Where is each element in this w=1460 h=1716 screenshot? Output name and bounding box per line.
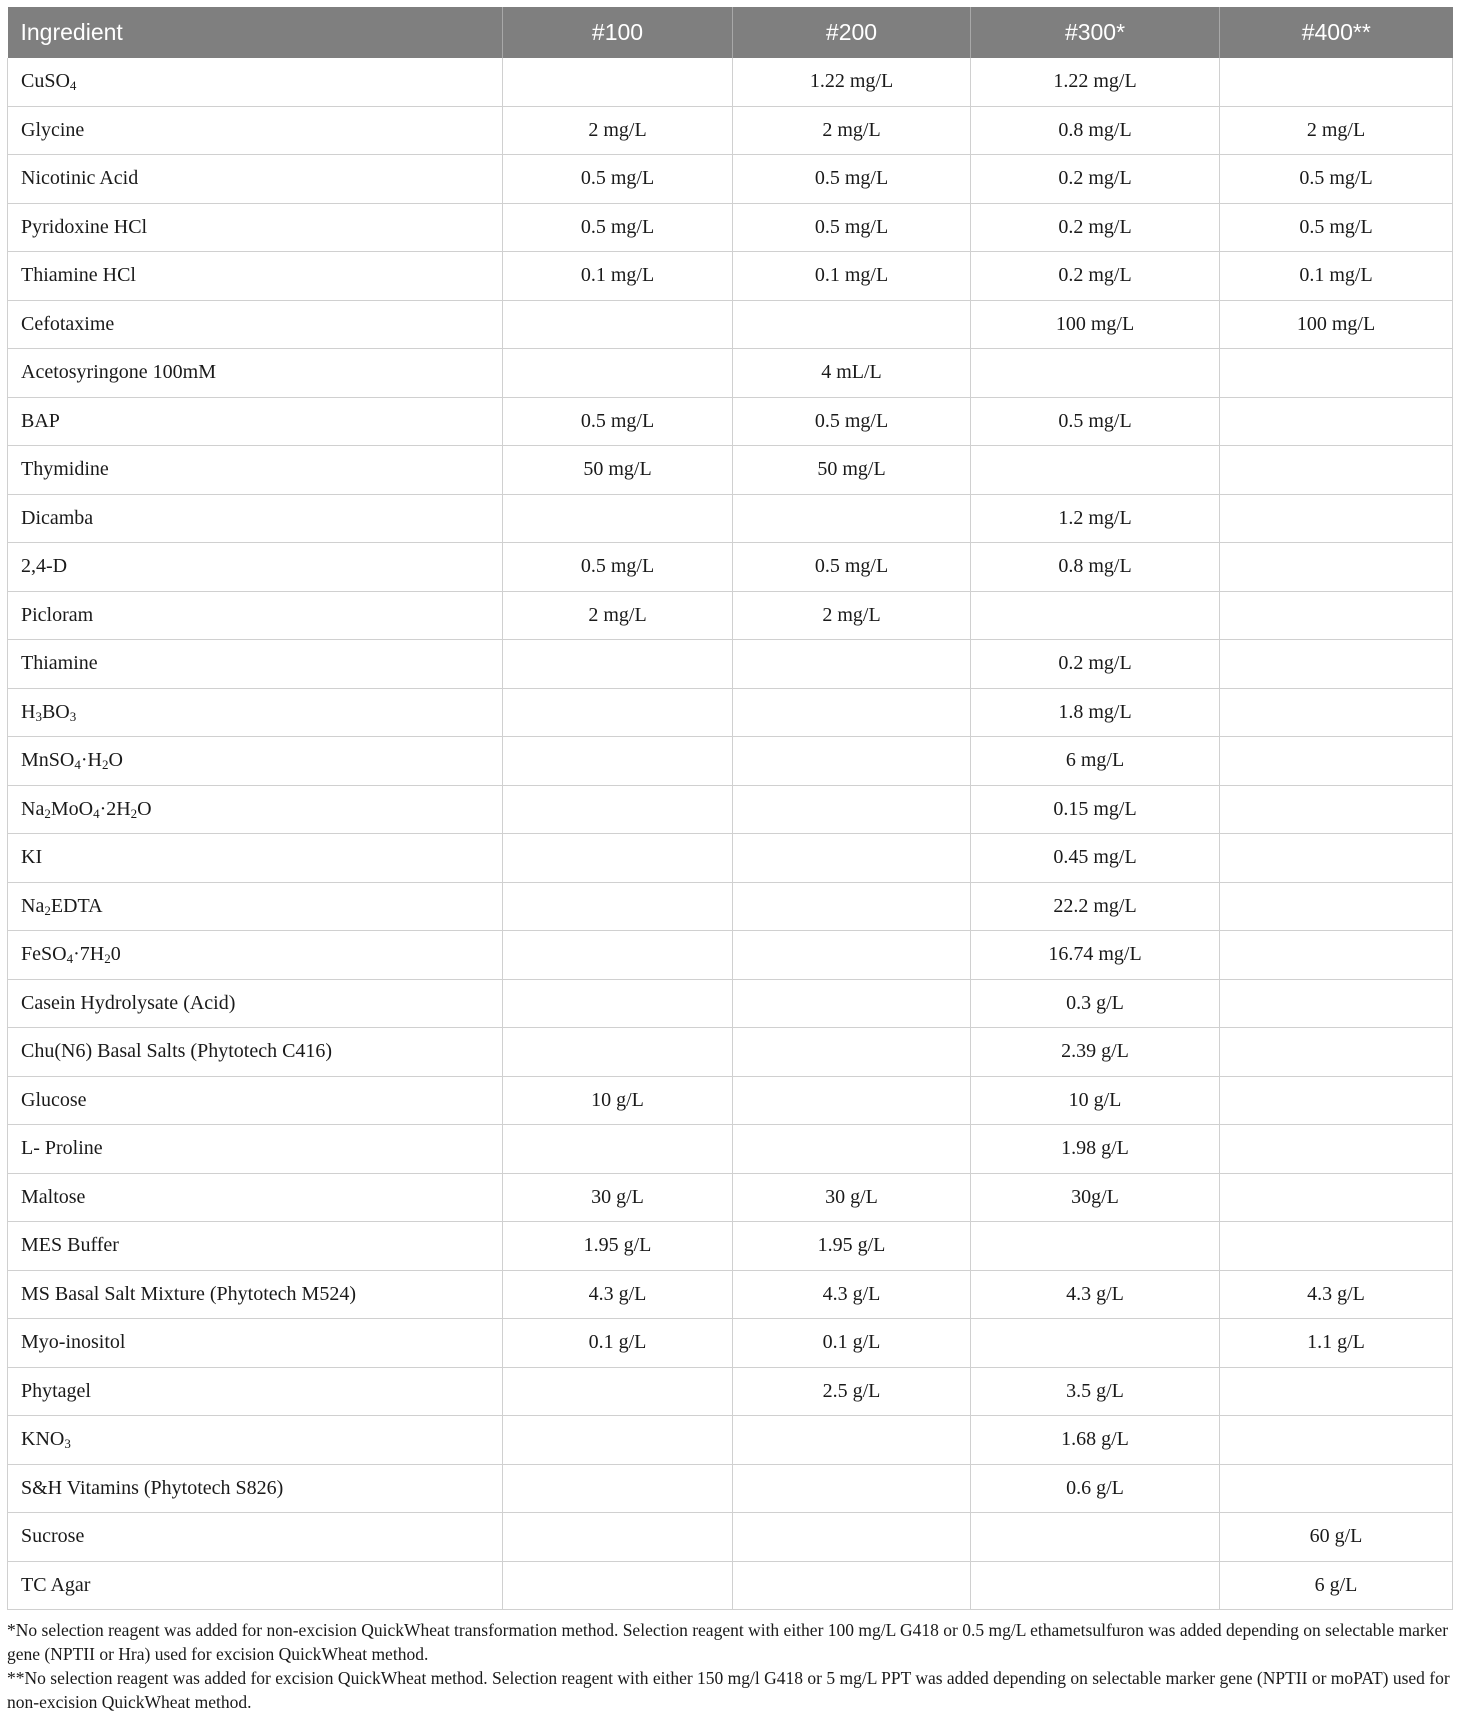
ingredient-cell: Thymidine [8, 446, 503, 495]
value-cell: 50 mg/L [503, 446, 733, 495]
ingredient-cell: S&H Vitamins (Phytotech S826) [8, 1464, 503, 1513]
ingredient-cell: Thiamine HCl [8, 252, 503, 301]
value-cell: 0.2 mg/L [971, 252, 1220, 301]
ingredient-cell: Pyridoxine HCl [8, 203, 503, 252]
ingredient-cell: $KNO_3$ [8, 1416, 503, 1465]
value-cell: 4.3 g/L [971, 1270, 1220, 1319]
value-cell [1220, 882, 1453, 931]
value-cell [503, 1367, 733, 1416]
value-cell [1220, 834, 1453, 883]
ingredient-cell: $MnSO_4\cdot H_2O$ [8, 737, 503, 786]
value-cell: 1.22 mg/L [971, 58, 1220, 106]
value-cell [733, 834, 971, 883]
value-cell [1220, 1125, 1453, 1174]
value-cell [1220, 640, 1453, 689]
value-cell: 30 g/L [733, 1173, 971, 1222]
value-cell: 1.95 g/L [733, 1222, 971, 1271]
value-cell: 30 g/L [503, 1173, 733, 1222]
table-row [8, 834, 1453, 883]
value-cell: 0.8 mg/L [971, 543, 1220, 592]
table-header [8, 7, 1453, 58]
table-row [8, 446, 1453, 495]
ingredient-cell: Cefotaxime [8, 300, 503, 349]
column-header-ingredient: Ingredient [8, 7, 503, 58]
value-cell [503, 1464, 733, 1513]
value-cell [733, 882, 971, 931]
value-cell [1220, 1173, 1453, 1222]
value-cell: 0.5 mg/L [733, 543, 971, 592]
value-cell [733, 737, 971, 786]
table-row [8, 1367, 1453, 1416]
table-row [8, 931, 1453, 980]
value-cell [733, 494, 971, 543]
value-cell: 2.5 g/L [733, 1367, 971, 1416]
value-cell [733, 785, 971, 834]
value-cell: 22.2 mg/L [971, 882, 1220, 931]
table-row [8, 1319, 1453, 1368]
ingredient-cell: Nicotinic Acid [8, 155, 503, 204]
value-cell: 0.1 mg/L [503, 252, 733, 301]
value-cell: 1.22 mg/L [733, 58, 971, 106]
value-cell [1220, 785, 1453, 834]
table-row [8, 1464, 1453, 1513]
value-cell [971, 1513, 1220, 1562]
table-row [8, 1076, 1453, 1125]
ingredient-cell: 2,4-D [8, 543, 503, 592]
value-cell [1220, 1076, 1453, 1125]
table-footnotes [7, 1618, 1452, 1714]
table-row [8, 1222, 1453, 1271]
value-cell [971, 349, 1220, 398]
table-row [8, 1125, 1453, 1174]
table-row [8, 640, 1453, 689]
value-cell [733, 688, 971, 737]
table-row [8, 737, 1453, 786]
value-cell [503, 979, 733, 1028]
ingredient-cell: Glucose [8, 1076, 503, 1125]
table-row [8, 1028, 1453, 1077]
table-row [8, 979, 1453, 1028]
column-header-400: #400** [1220, 7, 1453, 58]
value-cell [503, 1028, 733, 1077]
value-cell [503, 688, 733, 737]
value-cell [1220, 1416, 1453, 1465]
value-cell [1220, 1222, 1453, 1271]
value-cell [1220, 931, 1453, 980]
value-cell: 0.5 mg/L [733, 155, 971, 204]
value-cell [1220, 737, 1453, 786]
value-cell [1220, 1028, 1453, 1077]
ingredient-cell: Phytagel [8, 1367, 503, 1416]
table-row [8, 1513, 1453, 1562]
table-row [8, 494, 1453, 543]
value-cell: 0.6 g/L [971, 1464, 1220, 1513]
value-cell: 0.5 mg/L [503, 397, 733, 446]
value-cell [1220, 591, 1453, 640]
value-cell [971, 1319, 1220, 1368]
value-cell [733, 931, 971, 980]
value-cell: 100 mg/L [1220, 300, 1453, 349]
media-composition-table-container [7, 7, 1452, 1714]
table-row [8, 591, 1453, 640]
value-cell [733, 1513, 971, 1562]
value-cell [971, 591, 1220, 640]
value-cell: 0.1 mg/L [1220, 252, 1453, 301]
value-cell: 0.1 mg/L [733, 252, 971, 301]
value-cell: 10 g/L [971, 1076, 1220, 1125]
value-cell: 0.5 mg/L [1220, 155, 1453, 204]
ingredient-cell: $Na_2EDTA$ [8, 882, 503, 931]
ingredient-cell: CuSO$_4$ [8, 58, 503, 106]
value-cell [503, 834, 733, 883]
value-cell [971, 446, 1220, 495]
value-cell [1220, 688, 1453, 737]
ingredient-cell: TC Agar [8, 1561, 503, 1610]
media-composition-table [7, 7, 1453, 1610]
value-cell: 0.5 mg/L [971, 397, 1220, 446]
ingredient-cell: Thiamine [8, 640, 503, 689]
value-cell: 2 mg/L [1220, 106, 1453, 155]
value-cell: 30g/L [971, 1173, 1220, 1222]
value-cell [503, 1416, 733, 1465]
header-row [8, 7, 1453, 58]
column-header-300: #300* [971, 7, 1220, 58]
value-cell: 100 mg/L [971, 300, 1220, 349]
value-cell [733, 640, 971, 689]
table-row [8, 203, 1453, 252]
value-cell: 2 mg/L [733, 106, 971, 155]
value-cell: 2 mg/L [503, 106, 733, 155]
value-cell: 4 mL/L [733, 349, 971, 398]
value-cell: 2.39 g/L [971, 1028, 1220, 1077]
ingredient-cell: MES Buffer [8, 1222, 503, 1271]
value-cell [733, 1125, 971, 1174]
ingredient-cell: $H_3BO_3$ [8, 688, 503, 737]
value-cell [1220, 446, 1453, 495]
value-cell [503, 1513, 733, 1562]
table-row [8, 688, 1453, 737]
value-cell: 3.5 g/L [971, 1367, 1220, 1416]
value-cell [503, 300, 733, 349]
value-cell: 0.5 mg/L [733, 397, 971, 446]
value-cell: 50 mg/L [733, 446, 971, 495]
table-row [8, 300, 1453, 349]
value-cell [1220, 1367, 1453, 1416]
table-row [8, 1270, 1453, 1319]
value-cell [503, 737, 733, 786]
value-cell [1220, 349, 1453, 398]
value-cell [503, 882, 733, 931]
value-cell: 1.68 g/L [971, 1416, 1220, 1465]
table-row [8, 155, 1453, 204]
table-row [8, 58, 1453, 106]
value-cell: 2 mg/L [733, 591, 971, 640]
value-cell [733, 1464, 971, 1513]
value-cell [503, 349, 733, 398]
value-cell: 4.3 g/L [503, 1270, 733, 1319]
value-cell [733, 979, 971, 1028]
table-row [8, 882, 1453, 931]
ingredient-cell: Sucrose [8, 1513, 503, 1562]
ingredient-cell: Glycine [8, 106, 503, 155]
footnote-double-asterisk: **No selection reagent was added for excision QuickWheat method. Selection reagent with either 150 mg/l G418 or 5 mg/L PPT was added depending on selectable marker gene (NPTII or moPAT) used for non-excision QuickWheat method. [7, 1668, 1450, 1712]
table-row [8, 106, 1453, 155]
value-cell: 0.5 mg/L [1220, 203, 1453, 252]
ingredient-cell: BAP [8, 397, 503, 446]
value-cell [1220, 1464, 1453, 1513]
value-cell: 0.1 g/L [733, 1319, 971, 1368]
value-cell: 0.1 g/L [503, 1319, 733, 1368]
value-cell [1220, 397, 1453, 446]
value-cell [503, 58, 733, 106]
value-cell: 0.3 g/L [971, 979, 1220, 1028]
value-cell: 0.15 mg/L [971, 785, 1220, 834]
value-cell: 4.3 g/L [1220, 1270, 1453, 1319]
table-row [8, 1561, 1453, 1610]
value-cell [733, 1416, 971, 1465]
value-cell: 1.8 mg/L [971, 688, 1220, 737]
ingredient-cell: Picloram [8, 591, 503, 640]
table-row [8, 349, 1453, 398]
ingredient-cell: Maltose [8, 1173, 503, 1222]
value-cell: 4.3 g/L [733, 1270, 971, 1319]
value-cell: 6 mg/L [971, 737, 1220, 786]
value-cell: 1.98 g/L [971, 1125, 1220, 1174]
column-header-100: #100 [503, 7, 733, 58]
ingredient-cell: Acetosyringone 100mM [8, 349, 503, 398]
value-cell [733, 1561, 971, 1610]
ingredient-cell: Myo-inositol [8, 1319, 503, 1368]
table-row [8, 543, 1453, 592]
value-cell [1220, 58, 1453, 106]
table-row [8, 1173, 1453, 1222]
table-row [8, 397, 1453, 446]
value-cell: 1.1 g/L [1220, 1319, 1453, 1368]
value-cell: 0.45 mg/L [971, 834, 1220, 883]
ingredient-cell: $FeSO_4\cdot 7H_20$ [8, 931, 503, 980]
value-cell [1220, 979, 1453, 1028]
table-row [8, 785, 1453, 834]
value-cell: 1.95 g/L [503, 1222, 733, 1271]
value-cell [733, 1076, 971, 1125]
ingredient-cell: Chu(N6) Basal Salts (Phytotech C416) [8, 1028, 503, 1077]
value-cell: 16.74 mg/L [971, 931, 1220, 980]
value-cell: 10 g/L [503, 1076, 733, 1125]
value-cell [503, 640, 733, 689]
ingredient-cell: MS Basal Salt Mixture (Phytotech M524) [8, 1270, 503, 1319]
table-row [8, 1416, 1453, 1465]
value-cell: 0.2 mg/L [971, 203, 1220, 252]
value-cell [503, 1561, 733, 1610]
value-cell: 0.2 mg/L [971, 155, 1220, 204]
ingredient-cell: Dicamba [8, 494, 503, 543]
value-cell: 0.2 mg/L [971, 640, 1220, 689]
value-cell [503, 931, 733, 980]
ingredient-cell: $Na_2MoO_4\cdot 2H_2O$ [8, 785, 503, 834]
column-header-200: #200 [733, 7, 971, 58]
value-cell [1220, 543, 1453, 592]
value-cell: 60 g/L [1220, 1513, 1453, 1562]
value-cell: 1.2 mg/L [971, 494, 1220, 543]
value-cell: 0.5 mg/L [733, 203, 971, 252]
value-cell [503, 494, 733, 543]
value-cell [733, 1028, 971, 1077]
value-cell [503, 1125, 733, 1174]
value-cell: 0.8 mg/L [971, 106, 1220, 155]
value-cell [733, 300, 971, 349]
value-cell: 0.5 mg/L [503, 155, 733, 204]
table-body [8, 58, 1453, 1610]
ingredient-cell: KI [8, 834, 503, 883]
table-row [8, 252, 1453, 301]
value-cell: 6 g/L [1220, 1561, 1453, 1610]
value-cell: 0.5 mg/L [503, 543, 733, 592]
footnote-single-asterisk: *No selection reagent was added for non-excision QuickWheat transformation method. Selection reagent with either 100 mg/L G418 or 0.5 mg/L ethametsulfuron was added depending on selectable marker gene (NPTII or Hra) used for excision QuickWheat method. [7, 1620, 1449, 1664]
ingredient-cell: Casein Hydrolysate (Acid) [8, 979, 503, 1028]
value-cell [971, 1561, 1220, 1610]
ingredient-cell: L- Proline [8, 1125, 503, 1174]
value-cell [1220, 494, 1453, 543]
value-cell [503, 785, 733, 834]
value-cell [971, 1222, 1220, 1271]
value-cell: 0.5 mg/L [503, 203, 733, 252]
value-cell: 2 mg/L [503, 591, 733, 640]
